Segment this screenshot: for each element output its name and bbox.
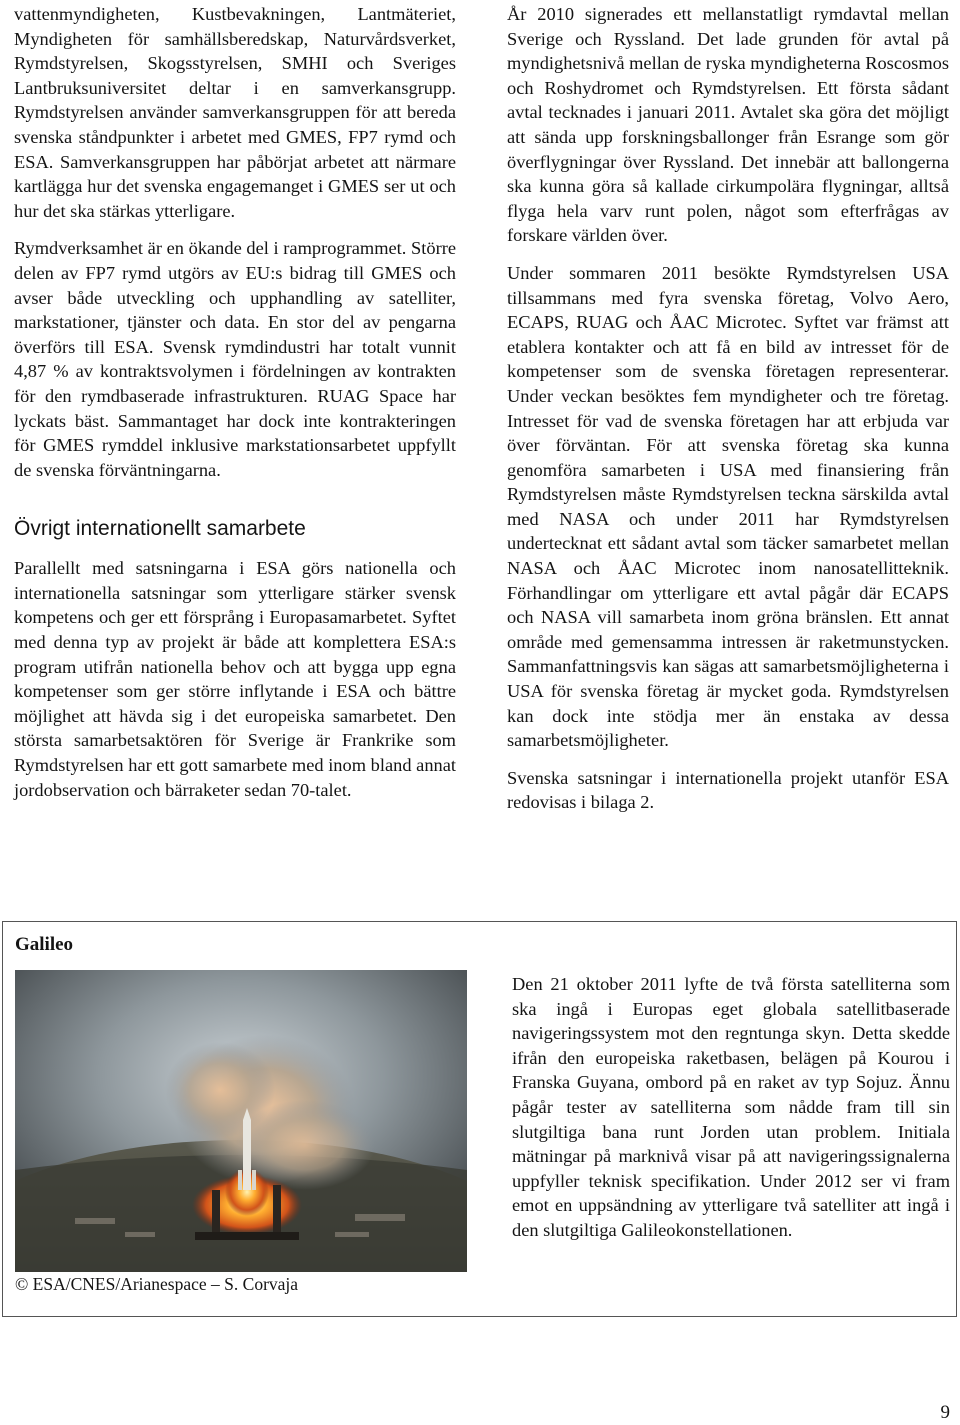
left-paragraph-1: vattenmyndigheten, Kustbevakningen, Lantmäteriet, Myndigheten för samhällsberedskap, Naturvårdsverket, Rymdstyrelsen, Skogsstyrelsen, SMHI och Sveriges Lantbruksuniversitet deltar i en samverkansgrupp. Rymdstyrelsen använder samverkansgruppen för att bereda svenska ståndpunkter i arbetet med GMES, FP7 rymd och ESA. Samverkansgruppen har påbörjat arbetet att närmare kartlägga hur det svenska engagemanget i GMES ser ut och hur det ska stärkas ytterligare. — [14, 4, 456, 221]
page-number: 9 — [940, 1402, 950, 1423]
right-paragraph-2: Under sommaren 2011 besökte Rymdstyrelsen USA tillsammans med fyra svenska företag, Volvo Aero, ECAPS, RUAG och ÅAC Microtec. Syftet var främst att etablera kontakter och att få en bild av intresset för de kompetenser som de svenska företagen representerar. Under veckan besöktes fem myndigheter och tre företag. Intresset för vad de svenska företagen har att erbjuda var över förväntan. För att svenska företag ska kunna genomföra samarbeten i USA med finansiering från Rymdstyrelsen måste Rymdstyrelsen teckna särskilda avtal med NASA och under 2011 har Rymdstyrelsen undertecknat ett sådant avtal som täcker samarbetet mellan NASA och ÅAC Microtec inom nanosatellitteknik. Förhandlingar om ytterligare ett avtal pågår där ECAPS och NASA vill samarbeta inom gröna bränslen. Ett annat område med gemensamma intressen är raketmunstycken. Sammanfattningsvis kan sägas att samarbetsmöjligheterna i USA för svenska företag är mycket goda. Rymdstyrelsen kan dock inte stödja mer än enstaka av dessa samarbetsmöjligheter. — [507, 262, 949, 751]
right-paragraph-3: Svenska satsningar i internationella projekt utanför ESA redovisas i bilaga 2. — [507, 767, 949, 813]
left-paragraph-3: Parallellt med satsningarna i ESA görs nationella och internationella satsningar som ytterligare stärker svensk kompetens och ger ett försprång i Europasamarbetet. Syftet med denna typ av projekt är både att komplettera ESA:s program utifrån nationella behov och att bygga upp egna kompetenser som ger större inflytande i ESA och bättre möjlighet att hävda sig i det europeiska samarbetet. Den största samarbetsaktören för Sverige är Frankrike som Rymdstyrelsen har ett gott samarbete med inom bland annat jordobservation och bärraketer sedan 70-talet. — [14, 558, 456, 800]
box-title: Galileo — [15, 934, 74, 955]
section-heading: Övrigt internationellt samarbete — [14, 517, 306, 541]
galileo-caption: Den 21 oktober 2011 lyfte de två första satelliterna som ska ingå i Europas eget globala satellitbaserade navigeringssystem mot den regntunga skyn. Detta skedde ifrån den europeiska raketbasen, belägen på Kourou i Franska Guyana, ombord på en raket av typ Sojuz. Ännu pågår tester av satelliterna som nådde fram till sin slutgiltiga bana runt Jorden utan problem. Initiala mätningar på marknivå visar på att navigeringssignalerna uppfyller teknisk specifikation. Under 2012 ser vi fram emot en uppsändning av ytterligare två satelliter att ingå i den slutgiltiga Galileokonstellationen. — [512, 974, 950, 1240]
right-column — [507, 2, 949, 828]
right-paragraph-1: År 2010 signerades ett mellanstatligt rymdavtal mellan Sverige och Ryssland. Det lade grunden för avtal på myndighetsnivå mellan de ryska myndigheterna Roscosmos och Roshydromet och Rymdstyrelsen. Ett första sådant avtal tecknades i januari 2011. Avtalet ska göra det möjligt att sända upp forskningsballonger från Esrange som gör överflygningar över Ryssland. Det innebär att ballongerna ska kunna göra så kallade cirkumpolära flygningar, alltså flyga hela varv runt polen, något som efterfrågas av forskare världen över. — [507, 4, 949, 246]
galileo-box — [2, 921, 957, 1317]
left-column — [14, 2, 456, 815]
photo-credit: © ESA/CNES/Arianespace – S. Corvaja — [15, 1274, 299, 1294]
rocket-launch-photo — [15, 970, 467, 1272]
left-paragraph-2: Rymdverksamhet är en ökande del i ramprogrammet. Större delen av FP7 rymd utgörs av EU:s bidrag till GMES och avser både utveckling och upphandling av satelliter, markstationer, tjänster och data. En stor del av pengarna överförs till ESA. Svensk rymdindustri har totalt vunnit 4,87 % av kontraktsvolymen i fördelningen av kontrakten för den rymdbaserade infrastrukturen. RUAG Space har lyckats bäst. Sammantaget har dock inte kontrakteringen för GMES rymddel inklusive markstationsarbetet uppfyllt de svenska förväntningarna. — [14, 238, 456, 480]
